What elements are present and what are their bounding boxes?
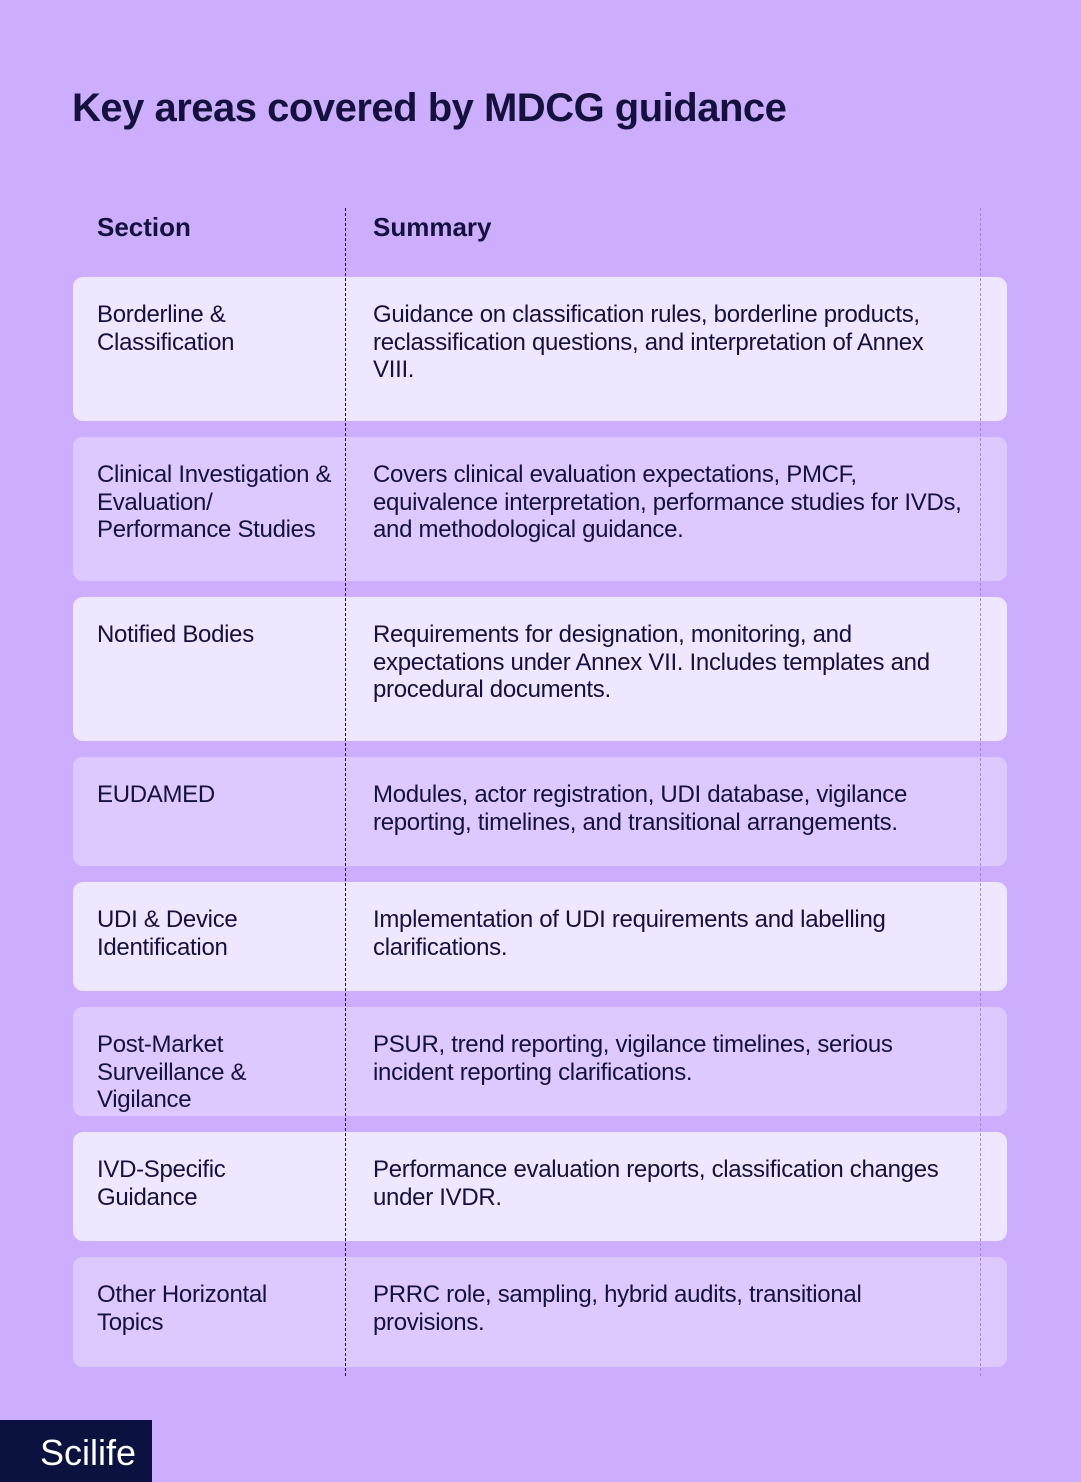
table-row [73, 277, 1007, 421]
summary-cell: Performance evaluation reports, classification changes under IVDR. [373, 1156, 939, 1211]
table-row [73, 882, 1007, 991]
table-row [73, 1132, 1007, 1241]
table-row [73, 1257, 1007, 1367]
section-cell: Post-Market Surveillance & Vigilance [97, 1031, 247, 1113]
summary-cell: PSUR, trend reporting, vigilance timelines, serious incident reporting clarifications. [373, 1031, 893, 1086]
table-row [73, 757, 1007, 866]
summary-cell: Modules, actor registration, UDI database, vigilance reporting, timelines, and transitional arrangements. [373, 781, 908, 836]
table-row [73, 1007, 1007, 1116]
scilife-logo: Scilife [0, 1420, 152, 1482]
table-row [73, 597, 1007, 741]
summary-cell: Covers clinical evaluation expectations, PMCF, equivalence interpretation, performance studies for IVDs, and methodological guidance. [373, 461, 962, 543]
section-cell: IVD-Specific Guidance [97, 1156, 226, 1211]
section-cell: UDI & Device Identification [97, 906, 238, 961]
page-title: Key areas covered by MDCG guidance [72, 86, 787, 130]
header-section: Section [97, 212, 191, 242]
summary-cell: Guidance on classification rules, borderline products, reclassification questions, and interpretation of Annex VIII. [373, 301, 924, 383]
table-row [73, 437, 1007, 581]
column-divider [345, 208, 346, 1376]
header-summary: Summary [373, 212, 492, 242]
section-cell: Borderline & Classification [97, 301, 235, 356]
section-cell: Notified Bodies [97, 621, 254, 648]
summary-cell: Requirements for designation, monitoring, and expectations under Annex VII. Includes templates and procedural documents. [373, 621, 930, 703]
section-cell: Clinical Investigation & Evaluation/ Performance Studies [97, 461, 332, 543]
right-divider [980, 208, 981, 1376]
section-cell: EUDAMED [97, 781, 215, 808]
section-cell: Other Horizontal Topics [97, 1281, 267, 1336]
summary-cell: PRRC role, sampling, hybrid audits, transitional provisions. [373, 1281, 862, 1336]
summary-cell: Implementation of UDI requirements and labelling clarifications. [373, 906, 886, 961]
